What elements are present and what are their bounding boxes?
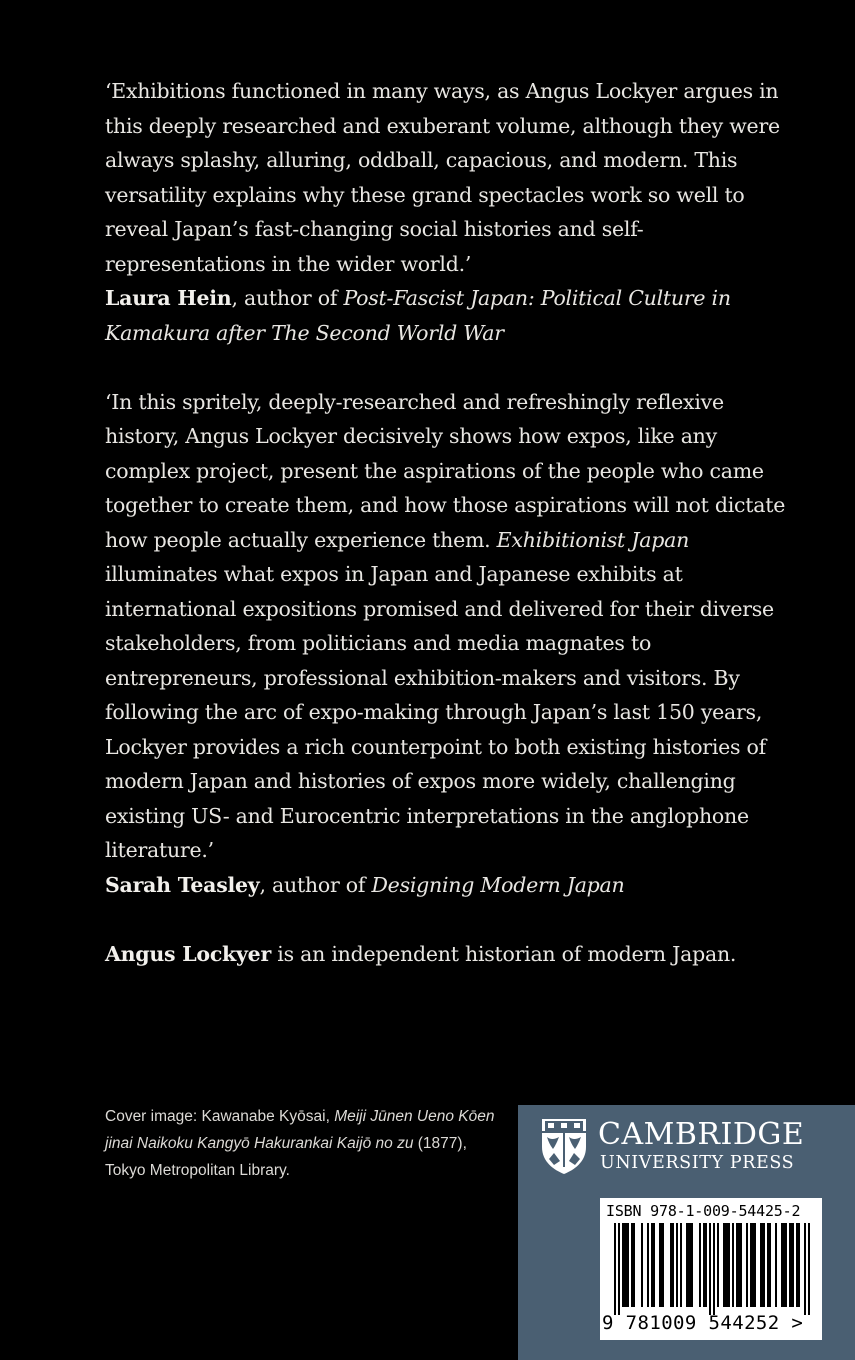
blurb-author: Sarah Teasley	[105, 872, 260, 897]
blurb-quote	[105, 385, 795, 868]
quote-book-title: Exhibitionist Japan	[496, 527, 690, 552]
barcode-bar	[740, 1223, 742, 1307]
barcode-bar	[626, 1223, 628, 1307]
barcode-bar	[676, 1223, 678, 1307]
barcode-bar	[647, 1223, 649, 1307]
barcode-bar	[798, 1223, 800, 1307]
blurb-sarah-teasley	[105, 385, 795, 903]
barcode-bar	[727, 1223, 729, 1307]
barcode-bar	[661, 1223, 663, 1307]
barcode-digits: 9 781009 544252 >	[602, 1312, 804, 1334]
publisher-subname: UNIVERSITY PRESS	[600, 1153, 795, 1173]
barcode-bar	[713, 1223, 715, 1315]
barcode-bar	[633, 1223, 635, 1307]
barcode-bar	[699, 1223, 701, 1307]
barcode-bar	[732, 1223, 734, 1307]
barcode-bar	[641, 1223, 643, 1307]
publisher-panel	[518, 1105, 855, 1360]
blurb-book-title: Post-Fascist Japan: Political Culture in Kamakura after The Second World War	[105, 286, 731, 345]
blurb-laura-hein	[105, 74, 795, 350]
cambridge-shield-icon	[540, 1117, 588, 1175]
isbn-barcode	[600, 1198, 822, 1340]
credit-artwork-title: Meiji Jūnen Ueno Kōen jinai Naikoku Kangyō Hakurankai Kaijō no zu	[105, 1108, 495, 1152]
barcode-bar	[680, 1223, 682, 1307]
quote-text-start: ‘In this spritely, deeply-researched and refreshingly reflexive history, Angus Lockyer decisively shows how expos, like any complex project, present the aspirations of the people who came together to create them, and how those aspirations will not dictate how people actually experience them.	[105, 389, 786, 552]
quote-text-end: illuminates what expos in Japan and Japanese exhibits at international expositions promised and delivered for their diverse stakeholders, from politicians and media magnates to entrepreneurs, professional exhibition-makers and visitors. By following the arc of expo-making through Japan’s last 150 years, Lockyer provides a rich counterpoint to both existing histories of modern Japan and histories of expos more widely, challenging existing US- and Eurocentric interpretations in the anglophone literature.’	[105, 562, 774, 862]
barcode-bar	[705, 1223, 707, 1307]
barcode-bar	[769, 1223, 771, 1307]
bio-text: is an independent historian of modern Japan.	[271, 941, 737, 966]
blurb-author: Laura Hein	[105, 286, 232, 310]
barcode-bar	[754, 1223, 756, 1307]
author-bio	[105, 937, 795, 972]
barcode-bar	[717, 1223, 719, 1307]
barcode-bars	[614, 1223, 810, 1315]
barcode-bar	[618, 1223, 620, 1315]
barcode-bar	[804, 1223, 806, 1315]
barcode-bar	[614, 1223, 616, 1315]
barcode-bar	[653, 1223, 655, 1307]
cover-image-credit	[105, 1103, 505, 1184]
barcode-bar	[746, 1223, 748, 1307]
barcode-bar	[785, 1223, 787, 1307]
barcode-bar	[709, 1223, 711, 1315]
author-of-text: , author of	[231, 286, 344, 310]
barcode-bar	[672, 1223, 674, 1307]
blurb-quote: ‘Exhibitions functioned in many ways, as Angus Lockyer argues in this deeply researched and exuberant volume, although they were always splashy, alluring, oddball, capacious, and modern. This versatility explains why these grand spectacles work so well to reveal Japan’s fast-changing social histories and self-representations in the wider world.’	[105, 79, 780, 276]
barcode-bar	[775, 1223, 777, 1307]
bio-name: Angus Lockyer	[105, 941, 272, 966]
barcode-bar	[690, 1223, 692, 1307]
isbn-label: ISBN 978-1-009-54425-2	[606, 1202, 801, 1220]
blurb-attribution	[105, 868, 795, 903]
blurbs-section	[105, 74, 795, 971]
barcode-bar	[791, 1223, 793, 1307]
barcode-bar	[763, 1223, 765, 1307]
author-of-text: , author of	[259, 872, 372, 897]
barcode-bar	[808, 1223, 810, 1315]
blurb-book-title: Designing Modern Japan	[371, 872, 625, 897]
credit-prefix: Cover image: Kawanabe Kyōsai,	[105, 1108, 335, 1125]
publisher-name: CAMBRIDGE	[598, 1117, 805, 1152]
blurb-attribution	[105, 281, 795, 350]
credit-suffix: (1877), Tokyo Metropolitan Library.	[105, 1135, 467, 1179]
